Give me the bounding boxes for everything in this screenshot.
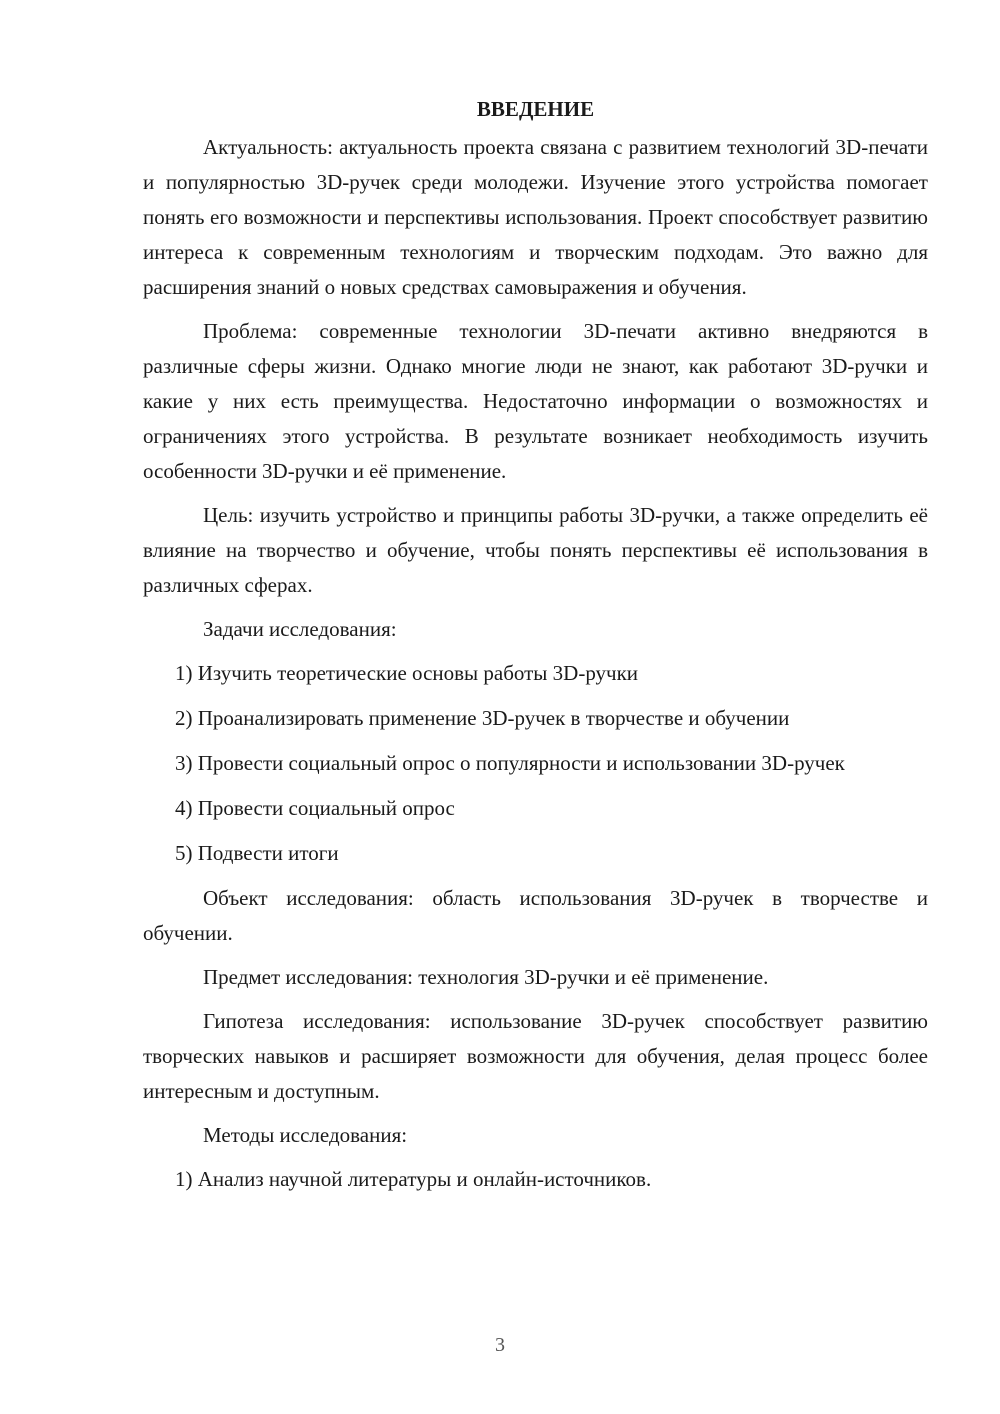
page-number: 3	[495, 1334, 505, 1356]
method-item-1: 1) Анализ научной литературы и онлайн-источников.	[175, 1167, 652, 1191]
task-item-3: 3) Провести социальный опрос о популярности и использовании 3D-ручек	[175, 751, 845, 775]
methods-heading: Методы исследования:	[203, 1123, 408, 1147]
object-paragraph: Объект исследования: область использования 3D-ручек в творчестве и обучении.	[143, 886, 928, 945]
task-item-1: 1) Изучить теоретические основы работы 3D-ручки	[175, 661, 639, 685]
task-item-2: 2) Проанализировать применение 3D-ручек в творчестве и обучении	[175, 706, 790, 730]
subject-paragraph: Предмет исследования: технология 3D-ручки и её применение.	[203, 965, 769, 989]
document-page	[143, 92, 928, 1207]
page-title: ВВЕДЕНИЕ	[476, 97, 595, 121]
goal-paragraph: Цель: изучить устройство и принципы работы 3D-ручки, а также определить её влияние на творчество и обучение, чтобы понять перспективы её использования в различных сферах.	[143, 503, 928, 597]
relevance-paragraph: Актуальность: актуальность проекта связана с развитием технологий 3D-печати и популярностью 3D-ручек среди молодежи. Изучение этого устройства помогает понять его возможности и перспективы использования. Проект способствует развитию интереса к современным технологиям и творческим подходам. Это важно для расширения знаний о новых средствах самовыражения и обучения.	[143, 135, 928, 299]
task-item-5: 5) Подвести итоги	[175, 841, 339, 865]
hypothesis-paragraph: Гипотеза исследования: использование 3D-ручек способствует развитию творческих навыков и расширяет возможности для обучения, делая процесс более интересным и доступным.	[143, 1009, 928, 1103]
task-item-4: 4) Провести социальный опрос	[175, 796, 455, 820]
problem-paragraph: Проблема: современные технологии 3D-печати активно внедряются в различные сферы жизни. Однако многие люди не знают, как работают 3D-ручки и какие у них есть преимущества. Недостаточно информации о возможностях и ограничениях этого устройства. В результате возникает необходимость изучить особенности 3D-ручки и её применение.	[143, 319, 928, 483]
tasks-heading: Задачи исследования:	[203, 617, 397, 641]
